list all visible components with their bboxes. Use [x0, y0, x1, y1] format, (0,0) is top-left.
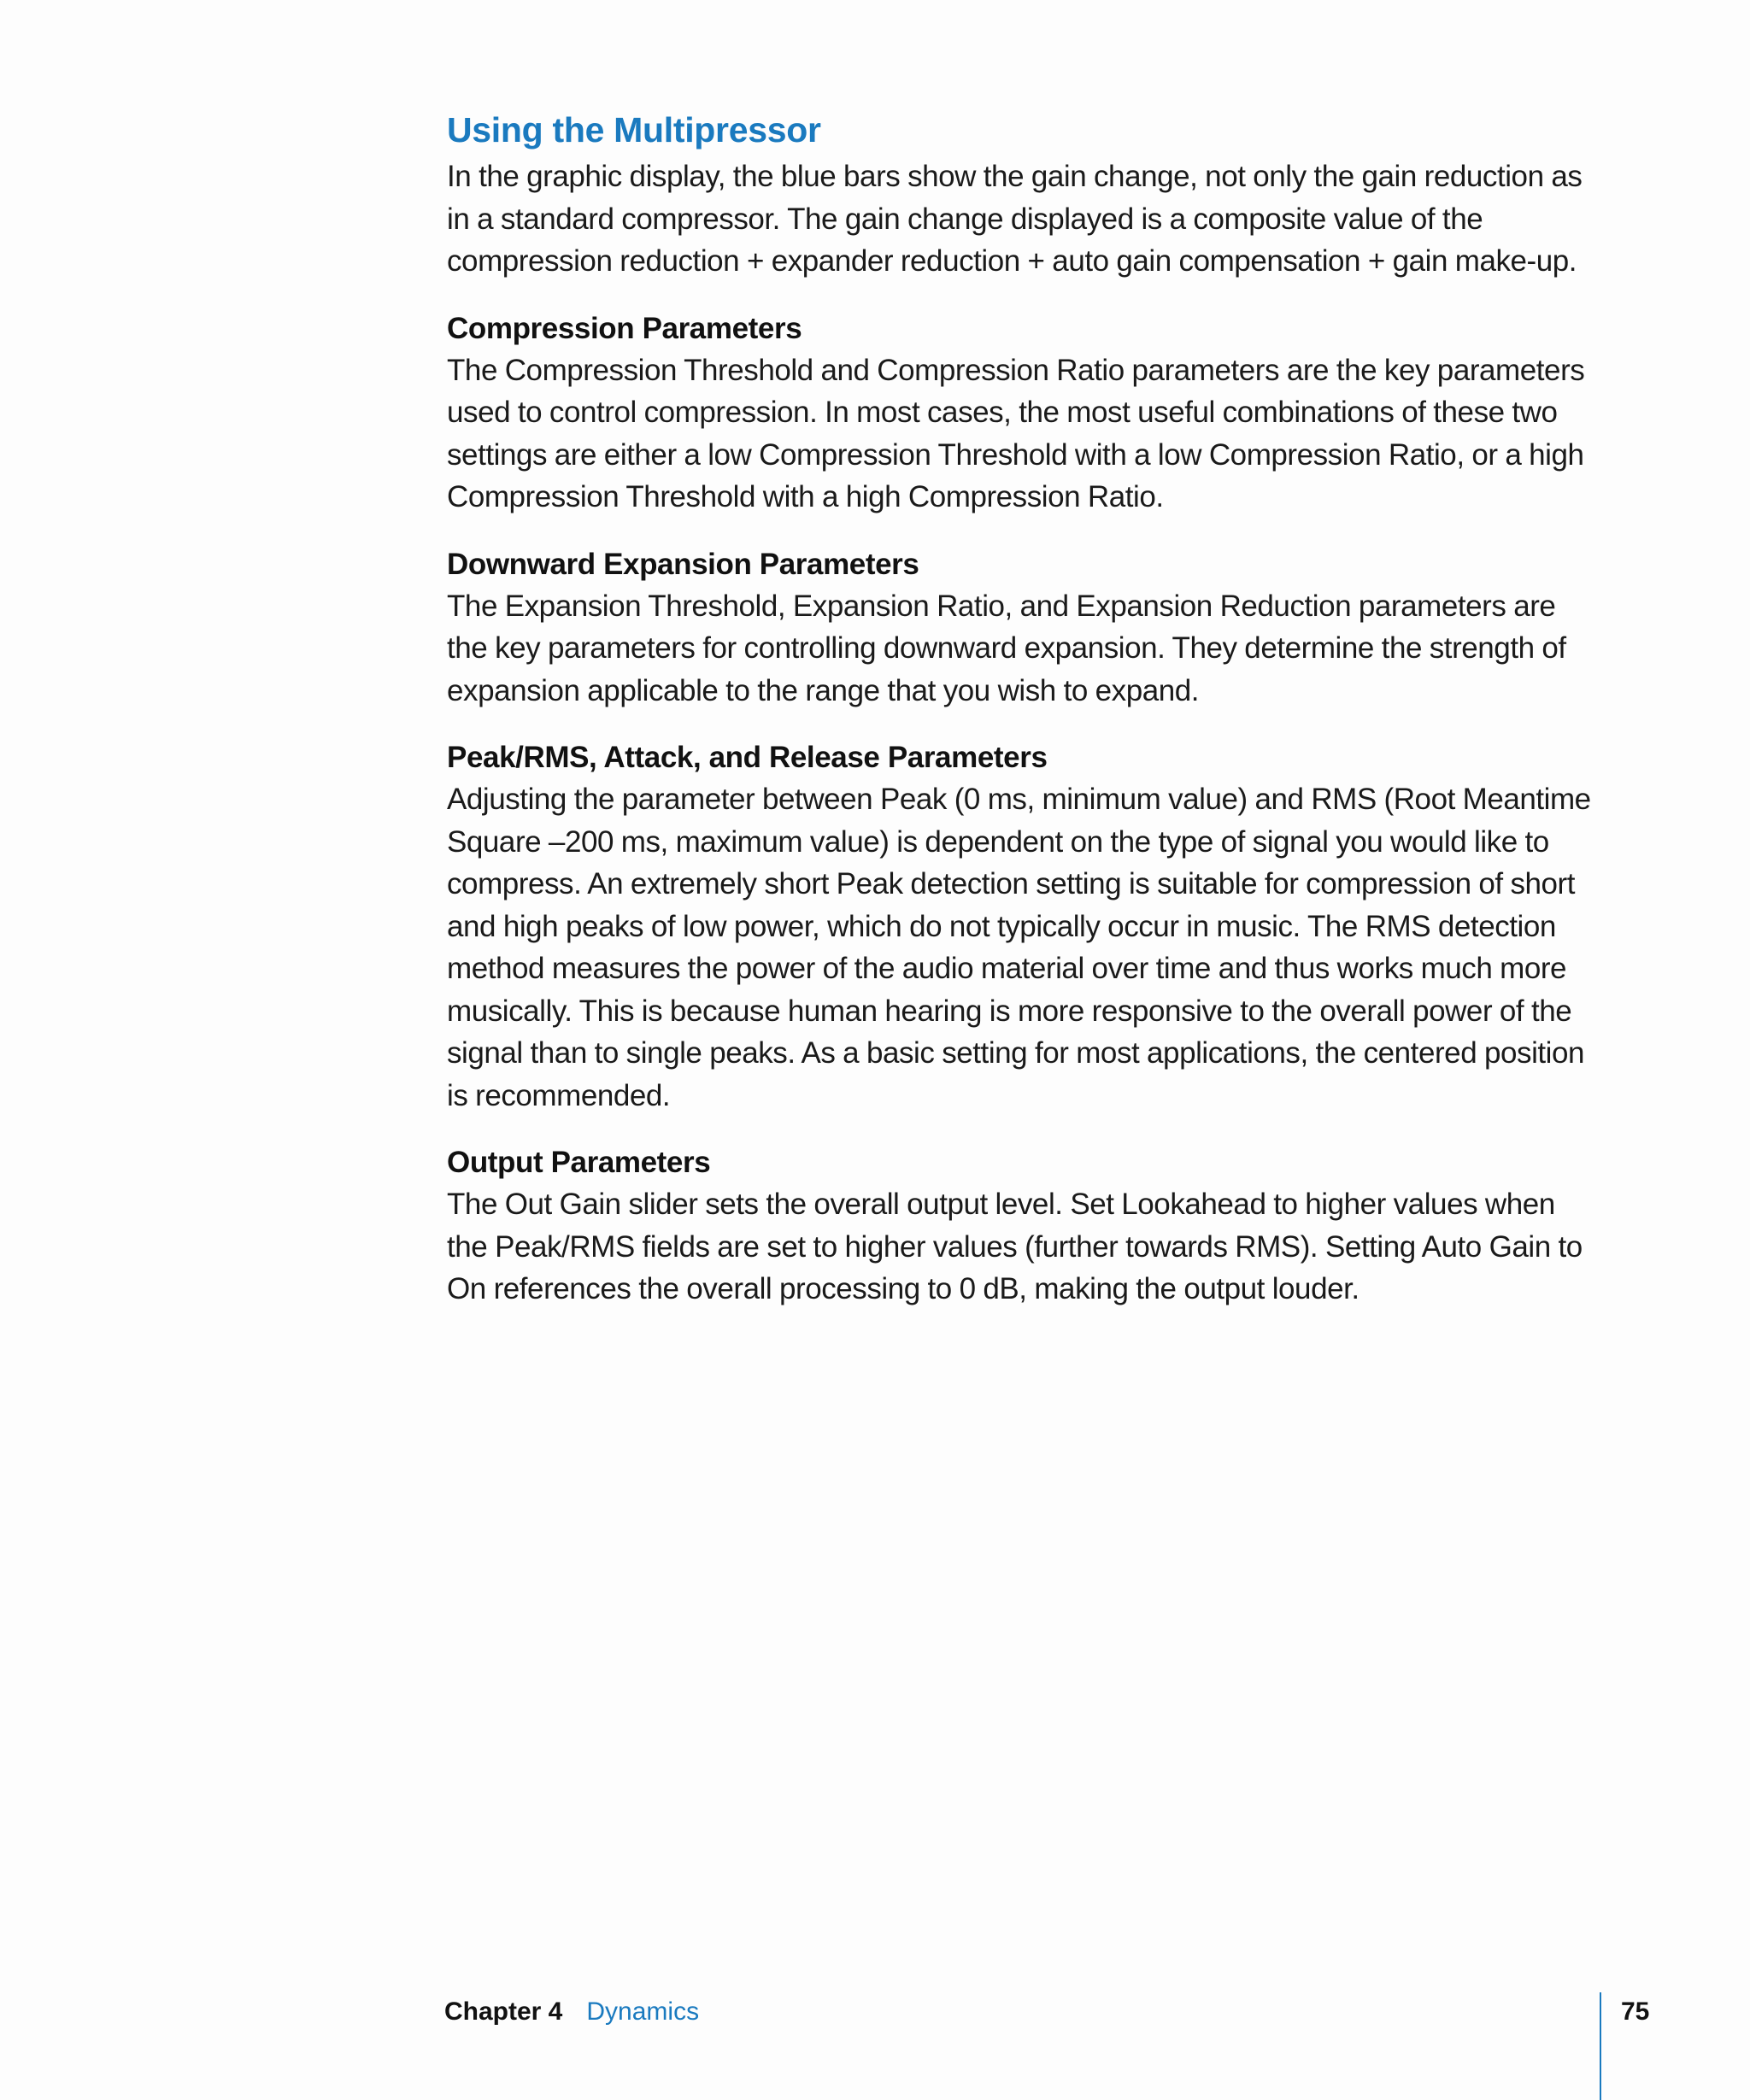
page-number: 75 [1621, 1997, 1650, 2026]
page-footer [444, 1995, 699, 2029]
chapter-label: Chapter 4 [444, 1997, 563, 2026]
footer-divider [1600, 1992, 1601, 2100]
section-title: Using the Multipressor [447, 110, 821, 150]
subsection-output [447, 1141, 1600, 1311]
section-intro: In the graphic display, the blue bars show the gain change, not only the gain reduction as in a standard compressor. The gain change displayed is a composite value of the compression reduction + expander reduction + auto gain compensation + gain make-up. [447, 160, 1583, 278]
subsection-peak-rms [447, 736, 1600, 1117]
page-content [447, 104, 1600, 1311]
subsection-body: The Expansion Threshold, Expansion Ratio, and Expansion Reduction parameters are the key parameters for controlling downward expansion. They determine the strength of expansion applicable to the range that you wish to expand. [447, 589, 1566, 707]
subsection-title: Output Parameters [447, 1146, 711, 1179]
chapter-name-link[interactable]: Dynamics [586, 1997, 700, 2026]
subsection-body: The Out Gain slider sets the overall output level. Set Lookahead to higher values when the Peak/RMS fields are set to higher values (further towards RMS). Setting Auto Gain to On references the overall processing to 0 dB, making the output louder. [447, 1188, 1583, 1305]
subsection-title: Downward Expansion Parameters [447, 547, 919, 581]
subsection-body: The Compression Threshold and Compression Ratio parameters are the key parameters used to control compression. In most cases, the most useful combinations of these two settings are either a low Compression Threshold with a low Compression Ratio, or a high Compression Threshold with a high Compression Ratio. [447, 353, 1585, 513]
subsection-downward-expansion [447, 543, 1600, 713]
subsection-compression [447, 308, 1600, 519]
subsection-body: Adjusting the parameter between Peak (0 ms, minimum value) and RMS (Root Meantime Square –200 ms, maximum value) is dependent on the type of signal you would like to compress. An extremely short Peak detection setting is suitable for compression of short and high peaks of low power, which do not typically occur in music. The RMS detection method measures the power of the audio material over time and thus works much more musically. This is because human hearing is more responsive to the overall power of the signal than to single peaks. As a basic setting for most applications, the centered position is recommended. [447, 783, 1591, 1112]
subsection-title: Peak/RMS, Attack, and Release Parameters [447, 741, 1048, 774]
subsection-title: Compression Parameters [447, 311, 802, 345]
